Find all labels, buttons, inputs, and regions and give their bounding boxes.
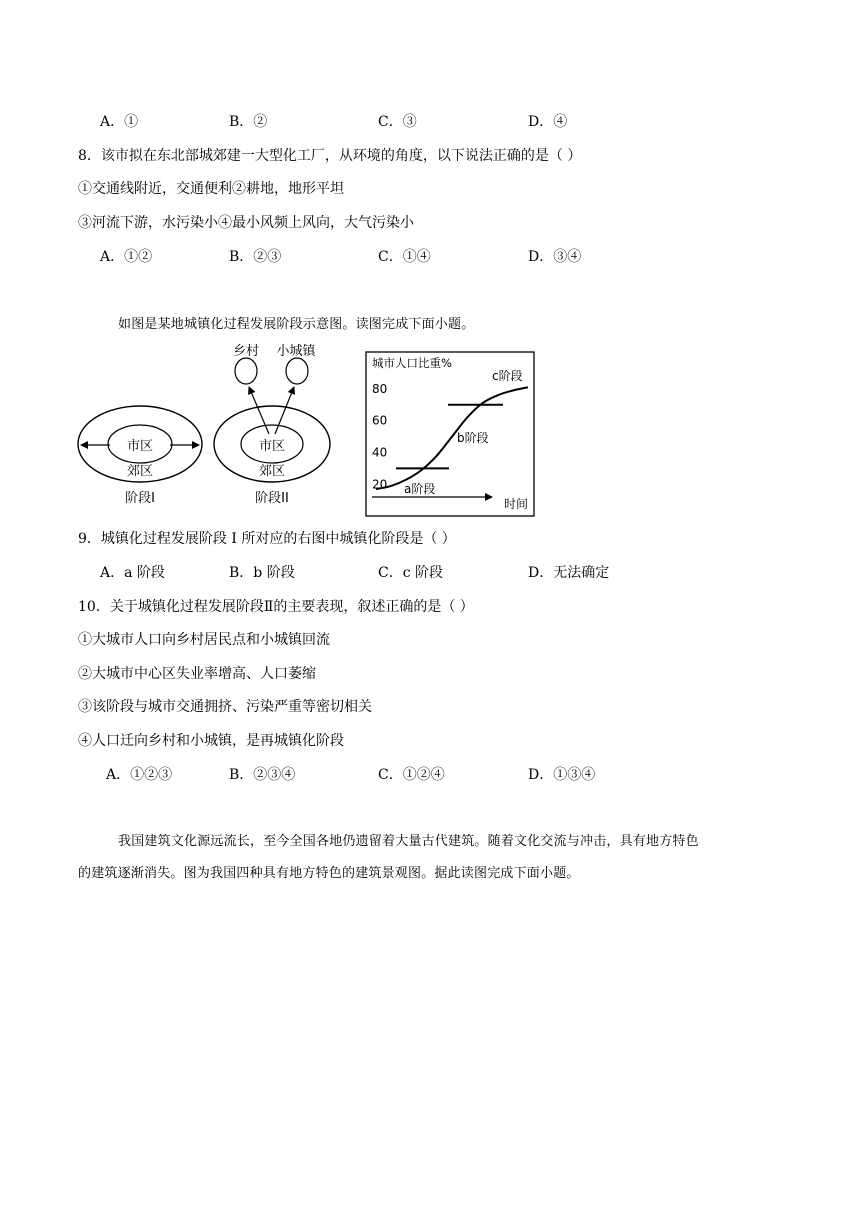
urbanization-figure [76, 340, 556, 518]
q9-option-d: D．无法确定 [528, 565, 610, 581]
stage-c-label: c阶段 [492, 369, 523, 383]
q10-option-d: D．①③④ [528, 767, 596, 783]
stage2-diagram [214, 343, 330, 506]
q7-option-c: C．③ [378, 114, 417, 130]
stage2-village-node [235, 358, 257, 384]
stage1-urban-label: 市区 [126, 439, 154, 454]
stage1-diagram [78, 406, 202, 506]
q8-option-b: B．②③ [229, 249, 282, 265]
q10-statement-3: ③该阶段与城市交通拥挤、污染严重等密切相关 [78, 699, 372, 715]
urbanization-chart [366, 352, 534, 516]
stage2-suburb-label: 郊区 [258, 464, 286, 479]
stage-b-label: b阶段 [457, 431, 489, 445]
q10-option-c: C．①②④ [378, 767, 445, 783]
group3-intro-line2: 的建筑逐渐消失。图为我国四种具有地方特色的建筑景观图。据此读图完成下面小题。 [78, 866, 580, 881]
chart-ytick-20: 20 [372, 477, 388, 492]
q10-statement-2: ②大城市中心区失业率增高、人口萎缩 [78, 666, 316, 682]
q10-option-b: B．②③④ [229, 767, 296, 783]
stage2-urban-label: 市区 [258, 439, 286, 454]
stage2-town-label: 小城镇 [276, 344, 316, 359]
q8-option-d: D．③④ [528, 249, 582, 265]
q9-option-a: A．a 阶段 [100, 565, 165, 581]
q10-question: 10．关于城镇化过程发展阶段Ⅱ的主要表现，叙述正确的是（ ） [78, 599, 474, 615]
q8-option-c: C．①④ [378, 249, 431, 265]
stage1-caption: 阶段I [125, 491, 155, 506]
chart-curve [376, 387, 528, 489]
stage-a-label: a阶段 [404, 482, 436, 496]
q7-option-d: D．④ [528, 114, 568, 130]
group3-intro-line1: 我国建筑文化源远流长，至今全国各地仍遗留着大量古代建筑。随着文化交流与冲击，具有地方特色 [118, 834, 699, 849]
stage2-village-label: 乡村 [232, 344, 260, 359]
chart-ylabel: 城市人口比重% [372, 356, 452, 370]
q9-option-b: B．b 阶段 [229, 565, 295, 581]
q8-question: 8．该市拟在东北部城郊建一大型化工厂，从环境的角度，以下说法正确的是（ ） [78, 148, 582, 164]
stage1-suburb-label: 郊区 [126, 464, 154, 479]
group2-intro: 如图是某地城镇化过程发展阶段示意图。读图完成下面小题。 [118, 317, 475, 332]
q10-statement-1: ①大城市人口向乡村居民点和小城镇回流 [78, 632, 330, 648]
q10-statement-4: ④人口迁向乡村和小城镇，是再城镇化阶段 [78, 733, 344, 749]
chart-xlabel: 时间 [504, 497, 529, 511]
chart-ytick-60: 60 [372, 413, 388, 428]
q8-statement-2: ③河流下游，水污染小④最小风频上风向，大气污染小 [78, 215, 414, 231]
q8-statement-1: ①交通线附近，交通便利②耕地，地形平坦 [78, 181, 344, 197]
q9-question: 9．城镇化过程发展阶段 I 所对应的右图中城镇化阶段是（ ） [78, 531, 456, 547]
q7-option-a: A．① [100, 114, 139, 130]
chart-ytick-40: 40 [372, 445, 388, 460]
stage2-caption: 阶段II [255, 491, 289, 506]
q9-option-c: C．c 阶段 [378, 565, 444, 581]
stage2-town-node [286, 358, 308, 384]
q8-option-a: A．①② [100, 249, 153, 265]
chart-ytick-80: 80 [372, 381, 388, 396]
chart-yticks [372, 382, 387, 491]
q10-option-a: A．①②③ [106, 767, 173, 783]
q7-option-b: B．② [229, 114, 268, 130]
